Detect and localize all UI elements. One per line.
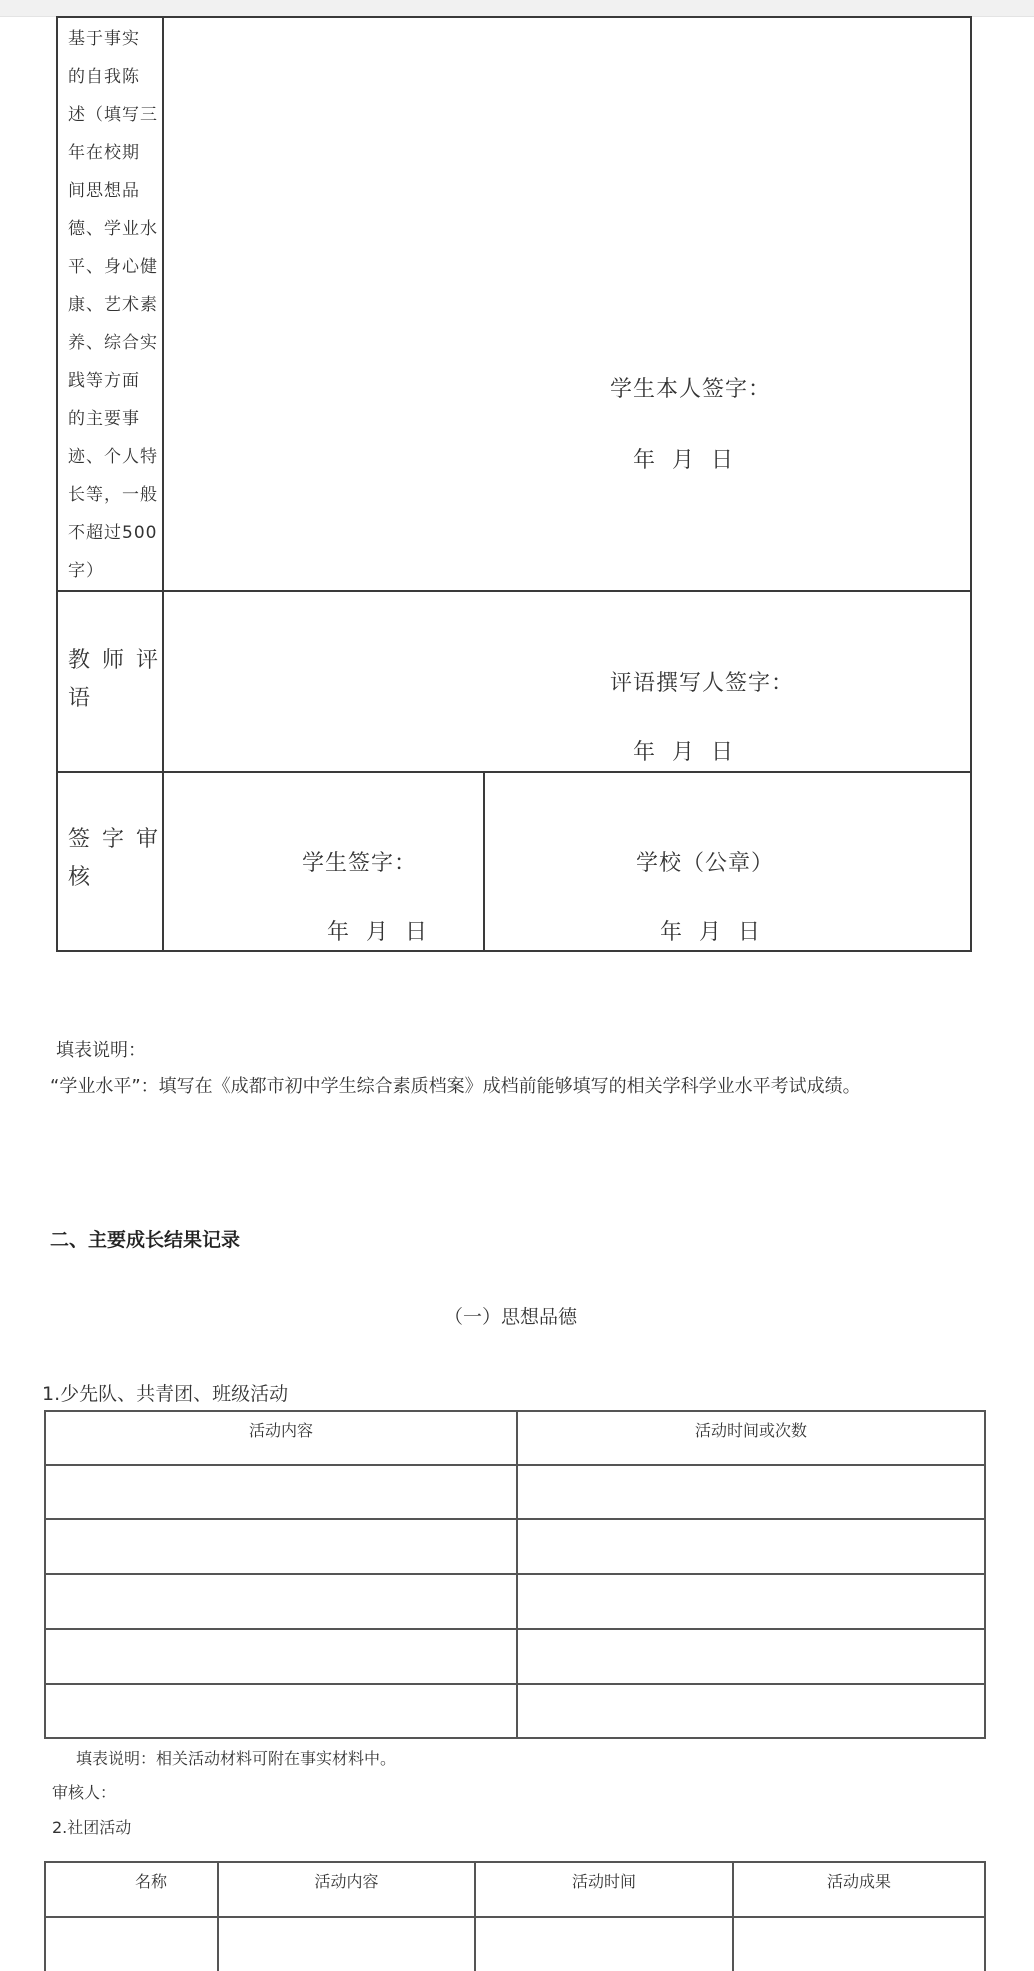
teacher-comment-label <box>68 642 170 718</box>
clubs-header-result: 活动成果 <box>826 1872 891 1891</box>
top-strip <box>0 0 1034 17</box>
clubs-table-border-top <box>44 1861 986 1863</box>
teacher-comment-date-label: 年 月 日 <box>633 740 733 765</box>
reviewer-label: 审核人： <box>52 1783 117 1802</box>
label-line: 语 <box>68 686 103 711</box>
label-line: 核 <box>68 865 103 890</box>
activities-table-title: 1.少先队、共青团、班级活动 <box>42 1383 289 1405</box>
clubs-table-title: 2.社团活动 <box>52 1818 132 1837</box>
table-column-divider <box>162 16 164 952</box>
signature-review-label <box>68 821 170 897</box>
table-divider <box>56 771 972 773</box>
fill-instructions-body: “学业水平”：填写在《成都市初中学生综合素质档案》成档前能够填写的相关学科学业水平考试成绩。 <box>50 1076 861 1097</box>
comment-writer-signature-label: 评语撰写人签字： <box>610 671 795 696</box>
clubs-row-divider <box>44 1916 986 1918</box>
section-heading: 二、主要成长结果记录 <box>50 1229 241 1251</box>
school-seal-date-label: 年 月 日 <box>660 920 760 945</box>
self-statement-label <box>68 20 160 590</box>
activities-column-divider <box>516 1410 518 1739</box>
activities-row-divider <box>44 1683 986 1685</box>
student-signature-date-label: 年 月 日 <box>327 920 427 945</box>
activities-row-divider <box>44 1628 986 1630</box>
clubs-header-content: 活动内容 <box>314 1872 379 1891</box>
school-seal-label: 学校（公章） <box>636 851 775 876</box>
activities-table-border-right <box>984 1410 986 1739</box>
activities-table-border-left <box>44 1410 46 1739</box>
label-line: 长等，一般 <box>68 485 158 505</box>
section-subheading: （一）思想品德 <box>444 1306 578 1328</box>
activities-row-divider <box>44 1573 986 1575</box>
label-line: 的主要事 <box>68 409 140 429</box>
self-statement-date-label: 年 月 日 <box>633 448 733 473</box>
label-line: 的自我陈 <box>68 67 140 87</box>
activities-header-time: 活动时间或次数 <box>694 1421 807 1440</box>
label-line: 字） <box>68 561 104 581</box>
label-line: 述（填写三 <box>68 105 158 125</box>
label-line: 践等方面 <box>68 371 140 391</box>
table-border-top <box>56 16 972 18</box>
activities-table-border-top <box>44 1410 986 1412</box>
label-line: 不超过500 <box>68 523 158 543</box>
clubs-table-border-right <box>984 1861 986 1971</box>
activities-header-content: 活动内容 <box>248 1421 313 1440</box>
activities-row-divider <box>44 1464 986 1466</box>
table-border-left <box>56 16 58 952</box>
clubs-header-time: 活动时间 <box>571 1872 636 1891</box>
table-divider <box>56 590 972 592</box>
label-line: 间思想品 <box>68 181 140 201</box>
fill-instructions-title: 填表说明： <box>56 1040 146 1061</box>
label-line: 德、学业水 <box>68 219 158 239</box>
label-line: 康、艺术素 <box>68 295 158 315</box>
label-line: 迹、个人特 <box>68 447 158 467</box>
label-line: 基于事实 <box>68 29 140 49</box>
activities-table-note: 填表说明：相关活动材料可附在事实材料中。 <box>76 1749 397 1768</box>
label-line: 平、身心健 <box>68 257 158 277</box>
student-self-signature-label: 学生本人签字： <box>610 377 772 402</box>
activities-table-border-bottom <box>44 1737 986 1739</box>
label-line: 教师评 <box>68 648 171 673</box>
student-signature-label: 学生签字： <box>302 851 418 876</box>
label-line: 年在校期 <box>68 143 140 163</box>
clubs-header-name: 名称 <box>134 1872 167 1891</box>
label-line: 签字审 <box>68 827 171 852</box>
activities-row-divider <box>44 1518 986 1520</box>
table-column-divider <box>483 771 485 952</box>
table-border-right <box>970 16 972 952</box>
label-line: 养、综合实 <box>68 333 158 353</box>
table-border-bottom <box>56 950 972 952</box>
